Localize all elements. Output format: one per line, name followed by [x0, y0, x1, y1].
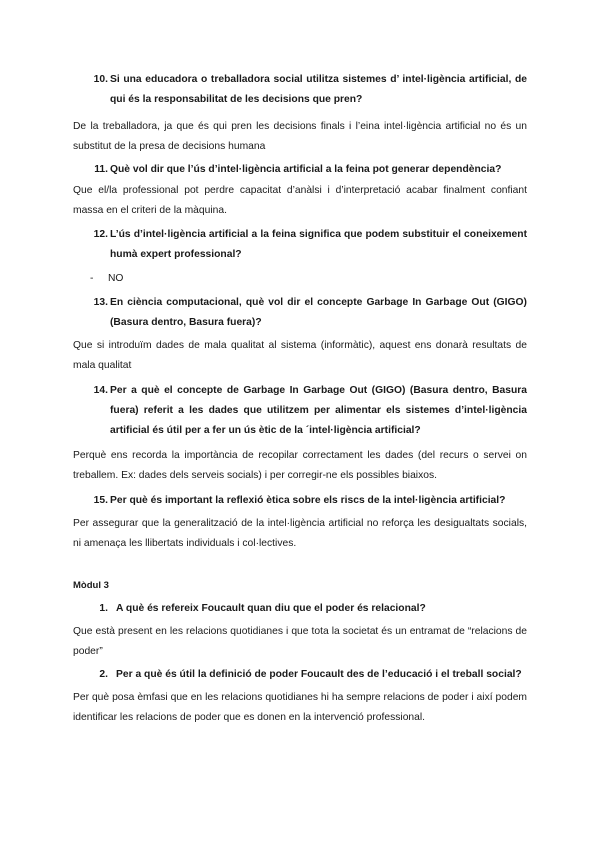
question-text: Si una educadora o treballadora social utilitza sistemes d’ intel·ligència artificial, de qui és la responsabilitat de les decisions que pren? — [110, 74, 527, 105]
question-15 — [73, 491, 527, 511]
question-number: 15. — [93, 495, 108, 506]
question-10 — [73, 70, 527, 110]
question-number: 10. — [93, 74, 108, 85]
question-number: 12. — [93, 229, 108, 240]
question-12 — [73, 225, 527, 265]
module3-question-2 — [73, 665, 527, 685]
question-13 — [73, 293, 527, 333]
question-14 — [73, 381, 527, 441]
question-11 — [73, 160, 527, 180]
module3-answer-2: Per què posa èmfasi que en les relacions quotidianes hi ha sempre relacions de poder i així podem identificar les relacions de poder que es donen en la intervenció professional. — [73, 692, 527, 723]
question-number: 11. — [94, 164, 108, 175]
answer-14: Perquè ens recorda la importància de recopilar correctament les dades (del recurs o servei on treballem. Ex: dades dels serveis socials) i per corregir-ne els possibles biaixos. — [73, 450, 527, 481]
question-text: En ciència computacional, què vol dir el concepte Garbage In Garbage Out (GIGO) (Basura dentro, Basura fuera)? — [110, 297, 527, 328]
question-number: 13. — [93, 297, 108, 308]
answer-13: Que si introduïm dades de mala qualitat al sistema (informàtic), aquest ens donarà resultats de mala qualitat — [73, 340, 527, 371]
answer-15: Per assegurar que la generalització de la intel·ligència artificial no reforça les desigualtats socials, ni amenaça les llibertats individuals i col·lectives. — [73, 518, 527, 549]
question-text: Què vol dir que l’ús d’intel·ligència artificial a la feina pot generar dependència? — [110, 164, 502, 175]
question-text: L’ús d’intel·ligència artificial a la feina significa que podem substituir el coneixement humà expert professional? — [110, 229, 527, 260]
question-number: 14. — [93, 385, 108, 396]
answer-12-dash: - — [90, 273, 94, 284]
question-text: A què és refereix Foucault quan diu que el poder és relacional? — [116, 603, 426, 614]
answer-11: Que el/la professional pot perdre capacitat d’anàlsi i d’interpretació acabar finalment confiant massa en el criteri de la màquina. — [73, 185, 527, 216]
question-text: Per a què és útil la definició de poder Foucault des de l’educació i el treball social? — [116, 669, 522, 680]
module-heading: Mòdul 3 — [73, 580, 109, 591]
answer-10: De la treballadora, ja que és qui pren les decisions finals i l’eina intel·ligència artificial no és un substitut de la presa de decisions humana — [73, 121, 527, 152]
question-number: 2. — [99, 669, 108, 680]
module3-answer-1: Que està present en les relacions quotidianes i que tota la societat és un entramat de “relacions de poder” — [73, 626, 527, 657]
question-text: Per què és important la reflexió ètica sobre els riscs de la intel·ligència artificial? — [110, 495, 506, 506]
module3-question-1 — [73, 599, 527, 619]
answer-12: NO — [108, 273, 124, 284]
question-text: Per a què el concepte de Garbage In Garbage Out (GIGO) (Basura dentro, Basura fuera) referit a les dades que utilitzem per alimentar els sistemes d’intel·ligència artificial és útil per a fer un ús ètic de la ´intel·ligència artificial? — [110, 385, 527, 436]
question-number: 1. — [99, 603, 108, 614]
